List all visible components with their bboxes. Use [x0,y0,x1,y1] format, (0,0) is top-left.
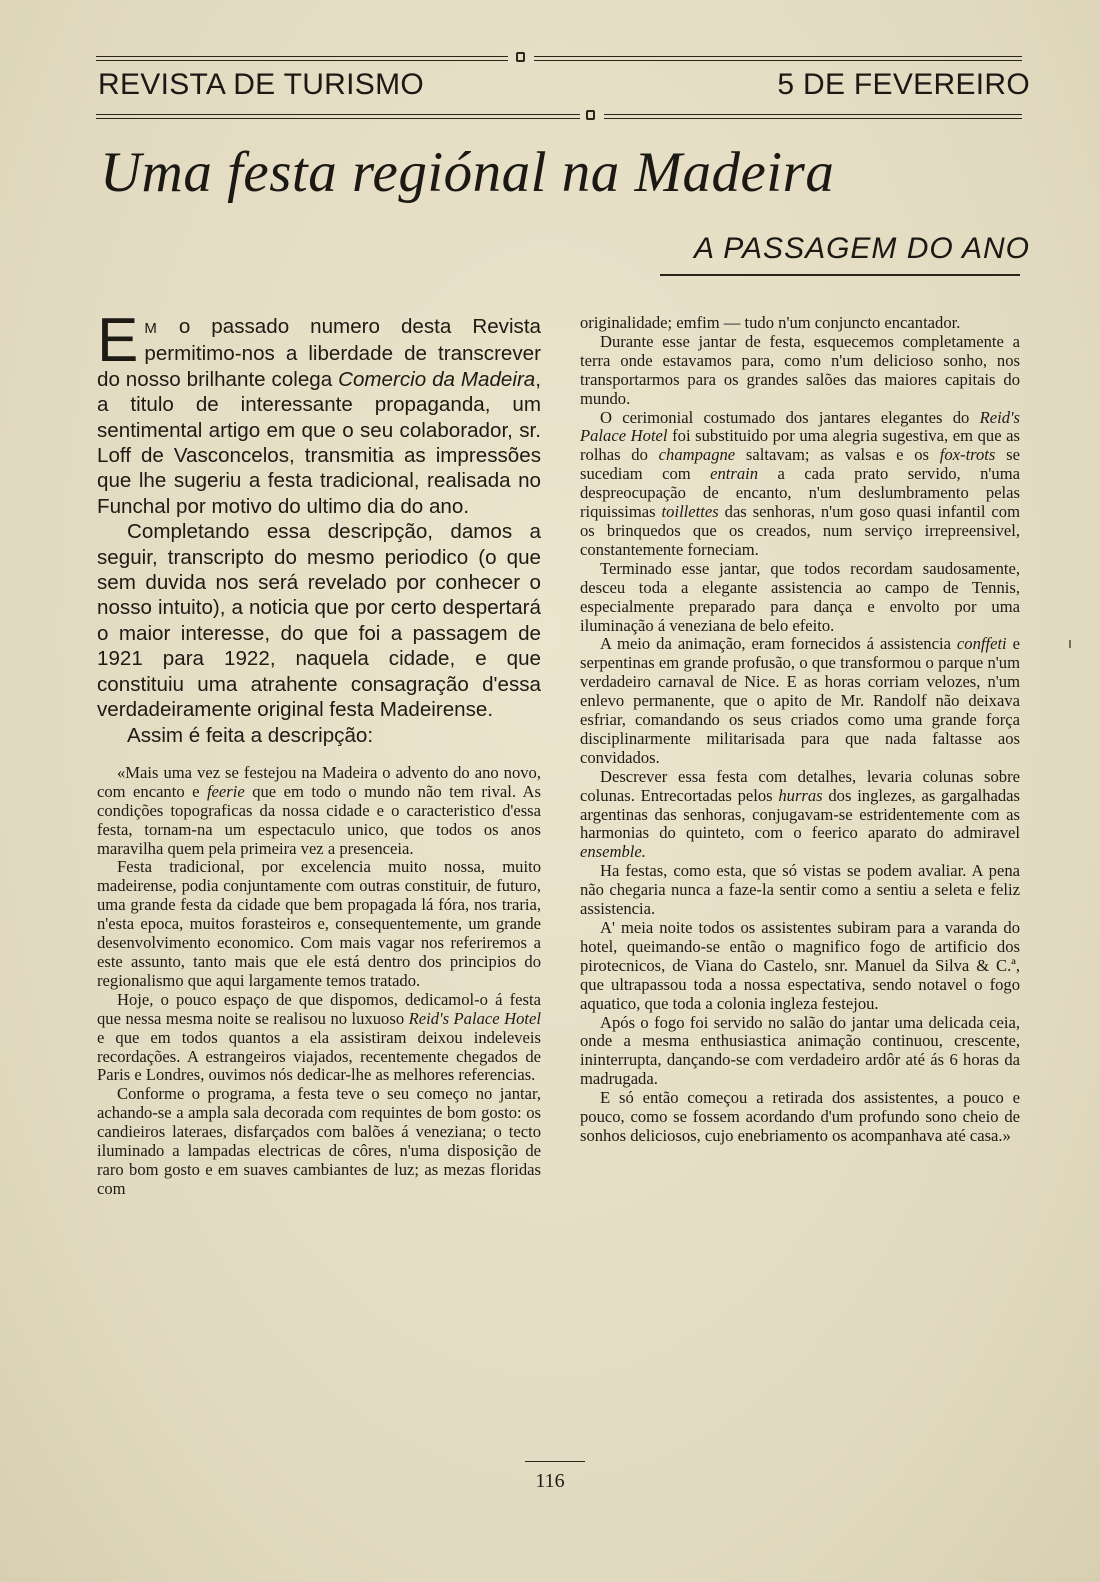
body-paragraph: Hoje, o pouco espaço de que dispomos, dedicamol-o á festa que nessa mesma noite se realisou no luxuoso Reid's Palace Hotel e que em todos quantos a ela assistiram deixou indeleveis recordações. A estrangeiros viajados, recentemente chegados de Paris e Londres, ouvimos nós dedicar-lhe as melhores referencias. [97,989,541,1085]
issue-date: 5 DE FEVEREIRO [777,68,1030,101]
drop-cap: E [97,306,139,375]
page-number-rule [525,1461,585,1462]
body-paragraph: A meio da animação, eram fornecidos á assistencia conffeti e serpentinas em grande profusão, o que transformou o parque n'um verdadeiro carnaval de Nice. E as horas corriam velozes, n'um enlevo permanente, que o apito de Mr. Randolf não deixava esfriar, comandando os seus criados como uma grande força disciplinarmente militarisada para que nada faltasse aos convidados. [580,634,1021,767]
body-paragraph: A' meia noite todos os assistentes subiram para a varanda do hotel, queimando-se então o magnifico fogo de artificio dos pirotecnicos, de Viana do Castelo, snr. Manuel da Silva & C.ª, que ultrapassou toda a nossa espectativa, sendo notavel o fogo aquatico, que toda a colonia ingleza festejou. [580,918,1020,1013]
body-paragraph: Festa tradicional, por excelencia muito nossa, muito madeirense, podia conjuntamente com outras constituir, de futuro, uma grande festa da cidade que bem propagada lá fóra, nos traria, n'esta epoca, muitos forasteiros e, consequentemente, um grande desenvolvimento economico. Com mais vagar nos referiremos a este assunto, tanto mais que ele está dentro dos principios do regionalismo que aqui largamente temos tratado. [97,857,541,990]
body-paragraph: Conforme o programa, a festa teve o seu começo no jantar, achando-se a ampla sala decorada com requintes de bom gosto: os candieiros lateraes, disfarçados com balões á veneziana; o tecto iluminado a lampadas electricas de côres, n'uma disposição de raro bom gosto e em suaves cambiantes de luz; as mezas floridas com [97,1084,541,1198]
body-paragraph: Após o fogo foi servido no salão do jantar uma delicada ceia, onde a mesma enthusiastica animação continuou, crescente, ininterrupta, dançando-se com verdadeiro ardôr até ás 6 horas da madrugada. [580,1012,1020,1089]
lead-section [97,306,541,748]
body-paragraph: Durante esse jantar de festa, esquecemos completamente a terra onde estavamos para, como n'um delicioso sonho, nos transportarmos para os grandes salões das maiores capitais do mundo. [580,331,1020,408]
header-bottom-rule-left [96,114,580,119]
margin-mark [1069,640,1071,648]
publication-reference: Comercio da Madeira [338,367,536,391]
header-bottom-rule-right [604,114,1022,119]
article-subtitle: A PASSAGEM DO ANO [694,232,1030,265]
right-column [580,314,1020,1146]
header-top-rule-right [534,56,1022,61]
quoted-text-left [97,764,541,1199]
subtitle-rule [660,274,1020,276]
header-top-rule-left [96,56,508,61]
body-paragraph: originalidade; emfim — tudo n'um conjuncto encantador. [580,313,961,332]
left-column [97,306,541,1199]
publication-name: REVISTA DE TURISMO [98,68,425,101]
header-ornament-bottom [586,110,595,120]
lead-paragraph-1: E M o passado numero desta Revista permitimo-nos a liberdade de transcrever do nosso brilhante colega Comercio da Madeira, a titulo de interessante propaganda, um sentimental artigo em que o seu colaborador, sr. Loff de Vasconcelos, transmitia as impressões que lhe sugeriu a festa tradicional, realisada no Funchal por motivo do ultimo dia do ano. [97,306,541,518]
body-paragraph: Descrever essa festa com detalhes, levaria colunas sobre colunas. Entrecortadas pelos hurras dos inglezes, as gargalhadas argentinas das senhoras, conjugavam-se estridentemente com as harmonias do quinteto, com o feerico aparato do admiravel ensemble. [580,766,1020,862]
body-paragraph: Ha festas, como esta, que só vistas se podem avaliar. A pena não chegaria nunca a faze-la sentir como a sentiu a seleta e feliz assistencia. [580,861,1020,919]
lead-paragraph-3: Assim é feita a descripção: [127,723,374,747]
lead-paragraph-2: Completando essa descripção, damos a seguir, transcripto do mesmo periodico (o que sem duvida nos será revelado por conhecer o nosso intuito), a noticia que por certo despertará o maior interesse, do que foi a passagem de 1921 para 1922, naquela cidade, e que constituiu uma atrahente consagração d'essa verdadeiramente original festa Madeirense. [97,520,541,722]
body-paragraph: E só então começou a retirada dos assistentes, a pouco e pouco, como se fossem acordando d'um profundo sono cheio de sonhos deliciosos, cujo enebriamento os acompanhava até casa.» [580,1088,1020,1145]
body-paragraph: Terminado esse jantar, que todos recordam saudosamente, desceu toda a elegante assistencia ao campo de Tennis, especialmente preparado para dança e envolto por uma iluminação á veneziana de belo efeito. [580,558,1020,635]
body-paragraph: O cerimonial costumado dos jantares elegantes do Reid's Palace Hotel foi substituido por uma alegria sugestiva, em que as rolhas do champagne saltavam; as valsas e os fox-trots se sucediam com entrain a cada prato servido, n'uma despreocupação de encanto, n'um deslumbramento pelas riquissimas toillettes das senhoras, n'um goso quasi infantil com os brinquedos que os creados, num serviço irrepreensivel, constantemente forneciam. [580,407,1020,559]
article-title: Uma festa regiónal na Madeira [100,141,835,204]
body-paragraph: «Mais uma vez se festejou na Madeira o advento do ano novo, com encanto e feerie que em todo o mundo não tem rival. As condições topograficas da nossa cidade e o caracteristico d'essa festa, tornam-na um espectaculo unico, que todos os anos maravilha quem pela primeira vez a presenceia. [97,762,541,858]
page-number: 116 [535,1470,565,1492]
header-ornament-top [516,52,525,62]
